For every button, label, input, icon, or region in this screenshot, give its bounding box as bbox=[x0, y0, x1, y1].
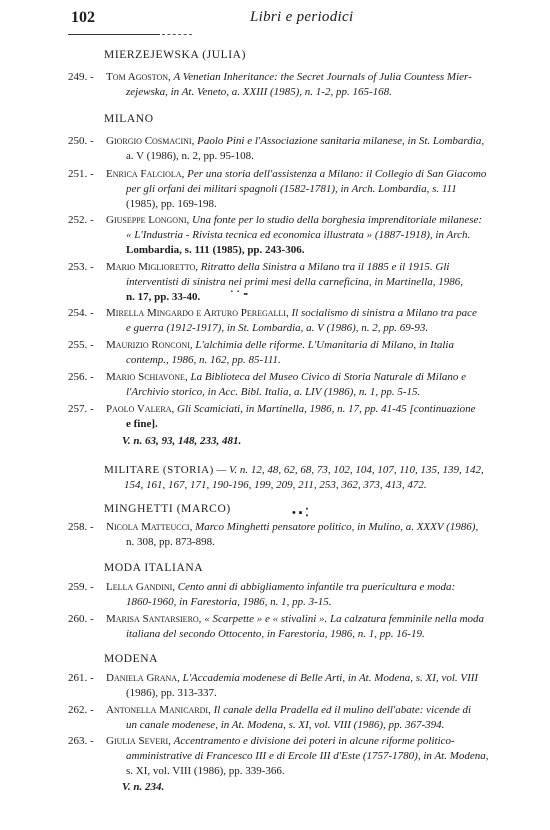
entry-number bbox=[68, 338, 102, 353]
header-rule-dashed bbox=[162, 34, 192, 35]
entry-number bbox=[68, 402, 102, 417]
entry-author: Marisa Santarsiero, bbox=[106, 613, 202, 625]
entry-author: Lella Gandini, bbox=[106, 581, 176, 593]
entry-text: Il canale della Pradella ed il mulino dell'abate: vicende di bbox=[213, 704, 472, 716]
entry-text-cont: s. XI, vol. VIII (1986), pp. 339-366. bbox=[126, 765, 285, 777]
entry-text: Accentramento e divisione dei poteri in alcune riforme politico- bbox=[173, 735, 455, 747]
entry-body bbox=[106, 703, 534, 733]
header-rule bbox=[68, 34, 160, 35]
cross-reference: V. n. 234. bbox=[122, 781, 165, 793]
entry-text-cont: a. V (1986), n. 2, pp. 95-108. bbox=[126, 150, 254, 162]
cross-reference: V. n. 63, 93, 148, 233, 481. bbox=[122, 435, 242, 447]
entry-number bbox=[68, 167, 102, 182]
entry-text: A Venetian Inheritance: the Secret Journals of Julia Countess Mier- bbox=[173, 71, 472, 83]
entry-number bbox=[68, 734, 102, 749]
entry-text-cont: l'Archivio storico, in Acc. Bibl. Italia, a. LIV (1986), n. 1, pp. 5-15. bbox=[126, 386, 421, 398]
separator: - bbox=[90, 71, 94, 83]
entry-text-cont: interventisti di sinistra nei primi mesi della carneficina, in Martinella, 1986, bbox=[126, 276, 463, 288]
entry-body bbox=[106, 338, 534, 368]
entry-number bbox=[68, 703, 102, 718]
entry-body bbox=[106, 520, 534, 550]
entry-body bbox=[106, 671, 534, 701]
entry-author: Mirella Mingardo e Arturo Peregalli, bbox=[106, 307, 289, 319]
separator: - bbox=[90, 521, 94, 533]
separator: - bbox=[90, 735, 94, 747]
entry-body bbox=[106, 70, 534, 100]
entry-text-cont: italiana del secondo Ottocento, in Farestoria, 1986, n. 1, pp. 16-19. bbox=[126, 628, 425, 640]
entry-text: « Scarpette » e « stivalini ». La calzatura femminile nella moda bbox=[204, 613, 485, 625]
entry-text-cont: (1985), pp. 169-198. bbox=[126, 198, 217, 210]
entry-number-value: 262. bbox=[68, 704, 88, 716]
entry-number bbox=[68, 213, 102, 228]
entry-body bbox=[106, 580, 534, 610]
section-heading-militare: MILITARE (STORIA) bbox=[104, 464, 214, 476]
entry-body bbox=[106, 260, 534, 305]
entry-number bbox=[68, 70, 102, 85]
entry-text: Marco Minghetti pensatore politico, in Mulino, a. XXXV (1986), bbox=[195, 521, 479, 533]
entry-text: La Biblioteca del Museo Civico di Storia Naturale di Milano e bbox=[190, 371, 467, 383]
entry-author: Paolo Valera, bbox=[106, 403, 175, 415]
entry-author: Enrica Falciola, bbox=[106, 168, 185, 180]
militare-refs: — V. n. 12, 48, 62, 68, 73, 102, 104, 107, 110, 135, 139, 142, bbox=[216, 464, 484, 476]
entry-text-cont: amministrative di Francesco III e di Ercole III d'Este (1757-1780), in At. Modena, bbox=[126, 750, 489, 762]
entry-author: Mario Miglioretto, bbox=[106, 261, 199, 273]
entry-body bbox=[106, 306, 534, 336]
section-heading-minghetti: MINGHETTI (MARCO) bbox=[104, 503, 231, 515]
entry-text-cont: Lombardia, s. 111 (1985), pp. 243-306. bbox=[126, 244, 305, 256]
entry-number-value: 252. bbox=[68, 214, 88, 226]
entry-author: Antonella Manicardi, bbox=[106, 704, 211, 716]
entry-author: Nicola Matteucci, bbox=[106, 521, 193, 533]
entry-author: Giuseppe Longoni, bbox=[106, 214, 190, 226]
entry-author: Maurizio Ronconi, bbox=[106, 339, 193, 351]
entry-text-cont: « L'Industria - Rivista tecnica ed economica illustrata » (1887-1918), in Arch. bbox=[126, 229, 471, 241]
separator: - bbox=[90, 704, 94, 716]
entry-text-cont: n. 308, pp. 873-898. bbox=[126, 536, 215, 548]
entry-body bbox=[106, 134, 534, 164]
section-heading-mierzejewska: MIERZEJEWSKA (JULIA) bbox=[104, 49, 246, 61]
entry-number-value: 254. bbox=[68, 307, 88, 319]
section-heading-moda: MODA ITALIANA bbox=[104, 562, 204, 574]
entry-author: Daniela Grana, bbox=[106, 672, 180, 684]
separator: - bbox=[90, 135, 94, 147]
entry-number-value: 257. bbox=[68, 403, 88, 415]
militare-refs-cont: 154, 161, 167, 171, 190-196, 199, 209, 211, 253, 362, 373, 413, 472. bbox=[124, 479, 427, 491]
entry-body bbox=[106, 213, 534, 258]
separator: - bbox=[90, 261, 94, 273]
entry-number-value: 259. bbox=[68, 581, 88, 593]
separator: - bbox=[90, 307, 94, 319]
entry-number-value: 263. bbox=[68, 735, 88, 747]
entry-number-value: 261. bbox=[68, 672, 88, 684]
entry-text-cont: per gli orfani dei militari spagnoli (1582-1781), in Arch. Lombardia, s. 111 bbox=[126, 183, 457, 195]
entry-author: Giorgio Cosmacini, bbox=[106, 135, 195, 147]
entry-number bbox=[68, 520, 102, 535]
entry-body bbox=[106, 167, 534, 212]
entry-text: Gli Scamiciati, in Martinella, 1986, n. 17, pp. 41-45 [continuazione bbox=[177, 403, 476, 415]
entry-number-value: 255. bbox=[68, 339, 88, 351]
entry-body bbox=[106, 612, 534, 642]
entry-number-value: 249. bbox=[68, 71, 88, 83]
entry-number bbox=[68, 671, 102, 686]
section-heading-modena: MODENA bbox=[104, 653, 159, 665]
entry-text: Ritratto della Sinistra a Milano tra il 1885 e il 1915. Gli bbox=[200, 261, 450, 273]
entry-number-value: 253. bbox=[68, 261, 88, 273]
entry-number-value: 256. bbox=[68, 371, 88, 383]
print-speck: ˙ ˙ ⁃ bbox=[230, 289, 249, 301]
separator: - bbox=[90, 672, 94, 684]
separator: - bbox=[90, 403, 94, 415]
separator: - bbox=[90, 339, 94, 351]
page-number: 102 bbox=[71, 9, 95, 26]
entry-number bbox=[68, 580, 102, 595]
entry-text: L'alchimia delle riforme. L'Umanitaria di Milano, in Italia bbox=[195, 339, 454, 351]
entry-text-cont: e fine]. bbox=[126, 418, 158, 430]
entry-text: Il socialismo di sinistra a Milano tra pace bbox=[291, 307, 477, 319]
entry-author: Giulia Severi, bbox=[106, 735, 171, 747]
separator: - bbox=[90, 168, 94, 180]
entry-number-value: 251. bbox=[68, 168, 88, 180]
section-heading-milano: MILANO bbox=[104, 113, 154, 125]
separator: - bbox=[90, 371, 94, 383]
entry-text: Per una storia dell'assistenza a Milano: il Collegio di San Giacomo bbox=[187, 168, 487, 180]
section-militare bbox=[104, 463, 532, 493]
entry-number bbox=[68, 370, 102, 385]
entry-number bbox=[68, 134, 102, 149]
entry-text-cont: un canale modenese, in At. Modena, s. XI, vol. VIII (1986), pp. 367-394. bbox=[126, 719, 445, 731]
entry-number-value: 258. bbox=[68, 521, 88, 533]
entry-number bbox=[68, 612, 102, 627]
entry-number-value: 260. bbox=[68, 613, 88, 625]
separator: - bbox=[90, 613, 94, 625]
entry-number bbox=[68, 306, 102, 321]
entry-author: Tom Agoston, bbox=[106, 71, 171, 83]
entry-body bbox=[106, 734, 534, 779]
entry-author: Mario Schiavone, bbox=[106, 371, 188, 383]
entry-body bbox=[106, 402, 534, 432]
entry-body bbox=[106, 370, 534, 400]
separator: - bbox=[90, 214, 94, 226]
entry-text-cont: e guerra (1912-1917), in St. Lombardia, a. V (1986), n. 2, pp. 69-93. bbox=[126, 322, 429, 334]
separator: - bbox=[90, 581, 94, 593]
entry-text-cont: 1860-1960, in Farestoria, 1986, n. 1, pp. 3-15. bbox=[126, 596, 332, 608]
entry-text: Paolo Pini e l'Associazione sanitaria milanese, in St. Lombardia, bbox=[197, 135, 485, 147]
entry-text-cont: n. 17, pp. 33-40. bbox=[126, 291, 201, 303]
entry-text: Una fonte per lo studio della borghesia imprenditoriale milanese: bbox=[192, 214, 483, 226]
entry-text-cont: (1986), pp. 313-337. bbox=[126, 687, 217, 699]
entry-text: Cento anni di abbigliamento infantile tra puericultura e moda: bbox=[177, 581, 456, 593]
print-speck: • ▪ ⁚ bbox=[292, 507, 309, 519]
entry-number-value: 250. bbox=[68, 135, 88, 147]
entry-number bbox=[68, 260, 102, 275]
entry-text-cont: contemp., 1986, n. 162, pp. 85-111. bbox=[126, 354, 281, 366]
entry-text: L'Accademia modenese di Belle Arti, in At. Modena, s. XI, vol. VIII bbox=[182, 672, 479, 684]
running-title: Libri e periodici bbox=[250, 9, 354, 25]
entry-text-cont: zejewska, in At. Veneto, a. XXIII (1985), n. 1-2, pp. 165-168. bbox=[126, 86, 392, 98]
